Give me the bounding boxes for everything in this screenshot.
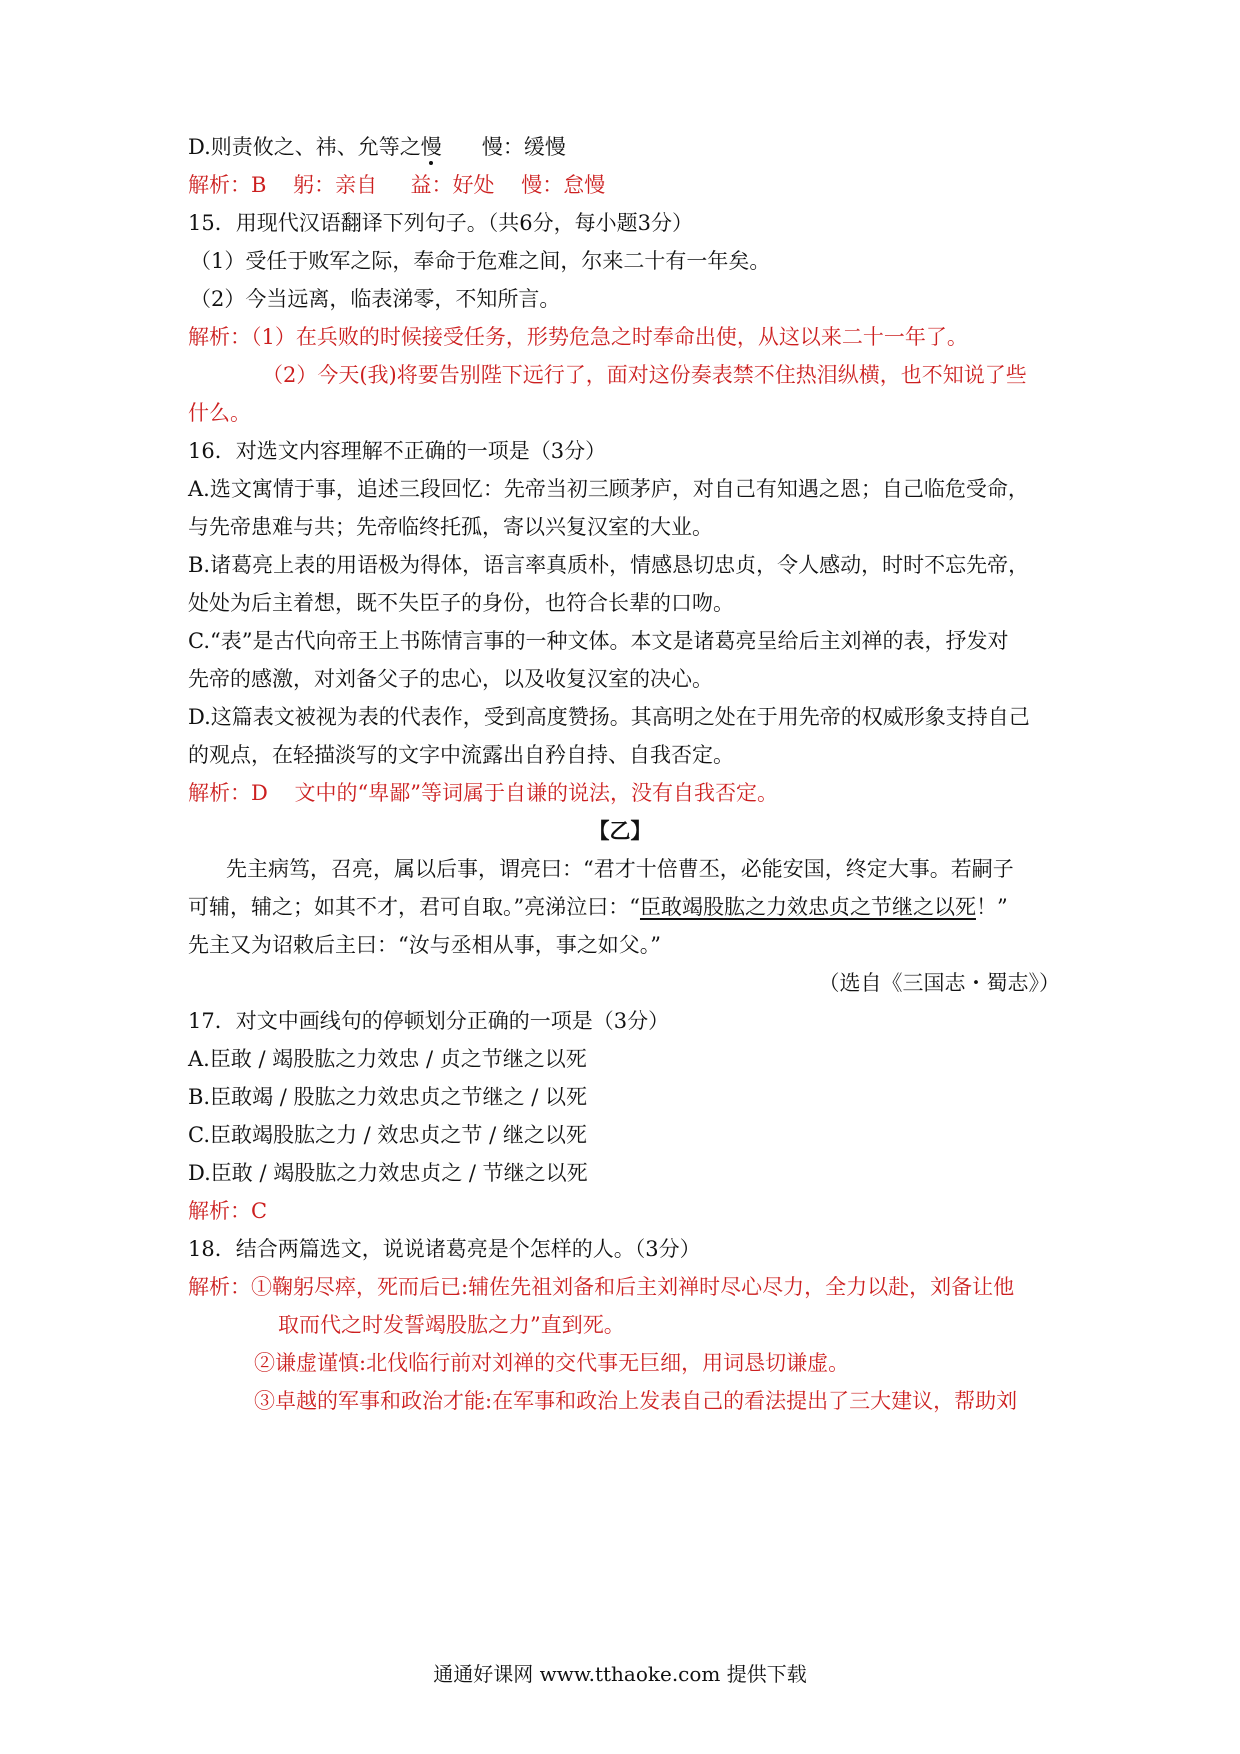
passage-text-end: ！” — [975, 895, 1008, 919]
passage-text: 可辅，辅之；如其不才，君可自取。”亮涕泣曰：“ — [188, 895, 640, 919]
q17-option-d: D.臣敢 / 竭股肱之力效忠贞之 / 节继之以死 — [188, 1161, 588, 1185]
answer-18-point-3: ③卓越的军事和政治才能:在军事和政治上发表自己的看法提出了三大建议，帮助刘 — [254, 1389, 1018, 1413]
question-16: 16．对选文内容理解不正确的一项是（3分） — [188, 439, 607, 463]
q16-option-d-cont: 的观点，在轻描淡写的文字中流露出自矜自持、自我否定。 — [188, 743, 734, 767]
q16-option-c-cont: 先帝的感激，对刘备父子的忠心，以及收复汉室的决心。 — [188, 667, 713, 691]
q15-sentence-1: （1）受任于败军之际，奉命于危难之间，尔来二十有一年矣。 — [190, 249, 771, 273]
answer-16: 解析：D 文中的“卑鄙”等词属于自谦的说法，没有自我否定。 — [188, 781, 779, 805]
option-gloss: 慢：缓慢 — [441, 135, 566, 159]
page-footer: 通通好课网 www.tthaoke.com 提供下载 — [433, 1662, 807, 1686]
answer-15-part-2: （2）今天(我)将要告别陛下远行了，面对这份奏表禁不住热泪纵横，也不知说了些 — [262, 363, 1027, 387]
emphasis-dot — [429, 161, 433, 165]
q15-sentence-2: （2）今当远离，临表涕零，不知所言。 — [190, 287, 561, 311]
q16-option-a-cont: 与先帝患难与共；先帝临终托孤，寄以兴复汉室的大业。 — [188, 515, 713, 539]
option-text: D.则责攸之、祎、允等之 — [188, 135, 421, 159]
emphasized-char: 慢 — [421, 135, 442, 159]
answer-18-point-2: ②谦虚谨慎:北伐临行前对刘禅的交代事无巨细，用词恳切谦虚。 — [254, 1351, 850, 1375]
passage-source: （选自《三国志・蜀志》） — [818, 971, 1060, 995]
q16-option-b-cont: 处处为后主着想，既不失臣子的身份，也符合长辈的口吻。 — [188, 591, 734, 615]
question-17: 17．对文中画线句的停顿划分正确的一项是（3分） — [188, 1009, 670, 1033]
q16-option-d: D.这篇表文被视为表的代表作，受到高度赞扬。其高明之处在于用先帝的权威形象支持自己 — [188, 705, 1030, 729]
underlined-sentence: 臣敢竭股肱之力效忠贞之节继之以死 — [639, 895, 976, 919]
q16-option-a: A.选文寓情于事，追述三段回忆：先帝当初三顾茅庐，对自己有知遇之恩；自己临危受命， — [188, 477, 1029, 501]
q17-option-b: B.臣敢竭 / 股肱之力效忠贞之节继之 / 以死 — [188, 1085, 587, 1109]
q16-option-c: C.“表”是古代向帝王上书陈情言事的一种文体。本文是诸葛亮呈给后主刘禅的表，抒发对 — [188, 629, 1009, 653]
passage-line-1: 先主病笃，召亮，属以后事，谓亮曰：“君才十倍曹丕，必能安国，终定大事。若嗣子 — [226, 857, 1014, 881]
option-d-line — [188, 132, 566, 162]
answer-15-part-1: 解析：（1）在兵败的时候接受任务，形势危急之时奉命出使，从这以来二十一年了。 — [188, 325, 968, 349]
q16-option-b: B.诸葛亮上表的用语极为得体，语言率真质朴，情感恳切忠贞，令人感动，时时不忘先帝， — [188, 553, 1030, 577]
q17-option-c: C.臣敢竭股肱之力 / 效忠贞之节 / 继之以死 — [188, 1123, 587, 1147]
q17-option-a: A.臣敢 / 竭股肱之力效忠 / 贞之节继之以死 — [188, 1047, 587, 1071]
answer-18-point-1: 解析：①鞠躬尽瘁，死而后已:辅佐先祖刘备和后主刘禅时尽心尽力，全力以赴，刘备让他 — [188, 1275, 1015, 1299]
passage-line-2 — [188, 892, 1008, 922]
answer-18-point-1-cont: 取而代之时发誓竭股肱之力”直到死。 — [278, 1313, 625, 1337]
answer-15-part-2-cont: 什么。 — [188, 401, 251, 425]
question-15: 15．用现代汉语翻译下列句子。（共6分，每小题3分） — [188, 211, 693, 235]
section-heading-yi: 【乙】 — [588, 818, 652, 843]
answer-14: 解析：B 躬：亲自 益：好处 慢：怠慢 — [188, 173, 606, 197]
question-18: 18．结合两篇选文，说说诸葛亮是个怎样的人。（3分） — [188, 1237, 701, 1261]
answer-17: 解析：C — [188, 1199, 268, 1223]
passage-line-3: 先主又为诏敕后主曰：“汝与丞相从事，事之如父。” — [188, 933, 661, 957]
